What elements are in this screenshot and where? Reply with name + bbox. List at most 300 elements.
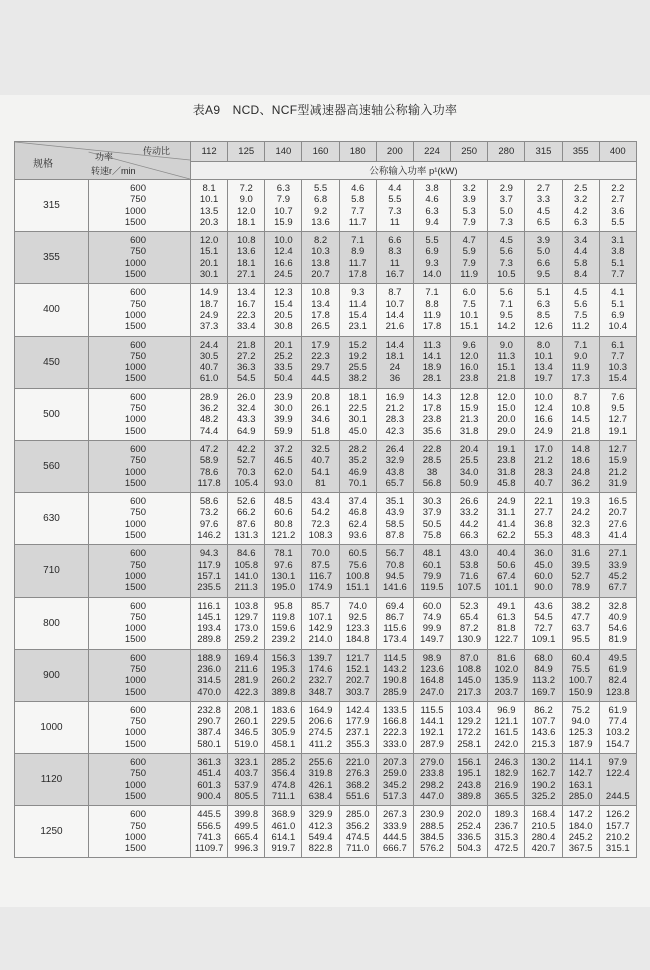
power-value: 3.2 xyxy=(574,194,588,206)
power-value: 26.4 xyxy=(385,443,405,455)
power-value: 230.9 xyxy=(420,809,444,821)
value-cell xyxy=(599,232,636,284)
value-cell xyxy=(525,649,562,701)
power-value: 20.1 xyxy=(199,257,219,269)
power-value: 47.2 xyxy=(199,443,219,455)
power-value: 33.9 xyxy=(608,559,628,571)
power-value: 5.8 xyxy=(351,194,365,206)
power-value: 210.5 xyxy=(531,820,556,832)
power-value: 16.5 xyxy=(608,496,628,508)
power-value: 298.2 xyxy=(420,779,444,791)
power-value: 21.2 xyxy=(608,466,628,478)
power-value: 190.2 xyxy=(531,779,556,791)
ratio-400: 400 xyxy=(599,142,636,162)
power-value: 62.0 xyxy=(274,466,293,478)
power-value: 61.3 xyxy=(497,611,516,623)
value-cell xyxy=(265,806,302,858)
power-value: 7.7 xyxy=(351,205,365,217)
value-cell xyxy=(302,649,339,701)
power-value: 7.5 xyxy=(462,298,476,310)
power-value: 79.9 xyxy=(422,570,442,582)
power-value: 27.1 xyxy=(236,269,256,281)
value-cell xyxy=(413,545,450,597)
power-value: 54.5 xyxy=(236,373,256,385)
power-value: 133.5 xyxy=(382,704,407,716)
power-value: 161.5 xyxy=(494,727,519,739)
power-value: 115.6 xyxy=(383,623,407,635)
power-value: 3.4 xyxy=(574,235,588,247)
power-value: 4.4 xyxy=(574,246,588,258)
power-value: 43.6 xyxy=(534,600,553,612)
power-value: 20.1 xyxy=(274,339,293,351)
value-cell xyxy=(413,754,450,806)
value-cell xyxy=(562,545,599,597)
power-value: 189.3 xyxy=(494,809,519,821)
power-value: 17.9 xyxy=(311,339,330,351)
power-value: 48.1 xyxy=(422,548,442,560)
power-value: 90.0 xyxy=(534,582,553,594)
power-value: 149.7 xyxy=(420,634,444,646)
value-cell xyxy=(302,388,339,440)
value-cell xyxy=(525,180,562,232)
power-value: 183.6 xyxy=(271,704,296,716)
power-value: 24.5 xyxy=(274,269,293,281)
value-cell xyxy=(376,597,413,649)
power-value: 97.9 xyxy=(608,757,628,769)
power-value: 141.0 xyxy=(234,570,259,582)
value-cell xyxy=(488,806,525,858)
speed-value: 750 xyxy=(130,663,146,675)
value-cell xyxy=(228,284,265,336)
power-value: 4.5 xyxy=(499,235,513,247)
power-value: 236.0 xyxy=(197,663,221,675)
power-value: 412.3 xyxy=(308,820,333,832)
power-value: 32.5 xyxy=(311,443,330,455)
power-value: 30.1 xyxy=(348,414,367,426)
power-value: 368.9 xyxy=(271,809,296,821)
value-cell xyxy=(339,545,376,597)
power-value: 142.9 xyxy=(308,623,333,635)
spec-cell: 1120 xyxy=(15,754,89,806)
value-cell xyxy=(228,806,265,858)
power-value: 10.4 xyxy=(608,321,628,333)
value-cell xyxy=(599,388,636,440)
speed-value: 1000 xyxy=(124,309,146,321)
power-value: 54.1 xyxy=(311,466,330,478)
speed-value: 1000 xyxy=(124,518,146,530)
power-value: 123.8 xyxy=(605,686,630,698)
power-value: 49.1 xyxy=(497,600,516,612)
speed-value: 600 xyxy=(130,496,146,508)
power-value: 12.7 xyxy=(608,414,628,426)
power-value: 8.5 xyxy=(536,309,551,321)
value-cell xyxy=(376,284,413,336)
value-cell xyxy=(413,284,450,336)
power-value: 33.4 xyxy=(236,321,256,333)
value-cell xyxy=(451,493,488,545)
speed-value: 1000 xyxy=(124,414,146,426)
power-value: 46.5 xyxy=(274,455,293,467)
power-value: 211.3 xyxy=(234,582,258,594)
spec-cell: 400 xyxy=(15,284,89,336)
power-value: 97.6 xyxy=(199,518,219,530)
table-title: 表A9 NCD、NCF型减速器高速轴公称输入功率 xyxy=(192,103,458,117)
power-value: 77.4 xyxy=(608,716,628,728)
value-cell xyxy=(413,493,450,545)
power-value: 28.3 xyxy=(534,466,553,478)
value-cell xyxy=(413,806,450,858)
power-value: 61.0 xyxy=(199,373,219,385)
power-value: 18.1 xyxy=(236,257,256,269)
power-value: 96.9 xyxy=(497,704,516,716)
speed-cell xyxy=(89,597,191,649)
speed-value: 750 xyxy=(130,246,146,258)
ratio-224: 224 xyxy=(413,142,450,162)
power-value: 50.6 xyxy=(497,559,516,571)
power-value: 48.5 xyxy=(274,496,293,508)
power-value: 135.9 xyxy=(494,675,519,687)
power-value: 163.1 xyxy=(568,779,593,791)
power-value: 822.8 xyxy=(308,843,333,855)
power-value: 233.8 xyxy=(420,768,444,780)
power-value: 211.6 xyxy=(234,663,258,675)
table-row xyxy=(15,180,637,232)
value-cell xyxy=(228,232,265,284)
power-value: 46.9 xyxy=(348,466,367,478)
power-value: 69.4 xyxy=(385,600,405,612)
power-value: 315.1 xyxy=(605,843,630,855)
speed-cell xyxy=(89,284,191,336)
value-cell xyxy=(451,806,488,858)
power-value: 601.3 xyxy=(197,779,221,791)
value-cell xyxy=(265,545,302,597)
power-value: 143.2 xyxy=(382,663,407,675)
value-cell xyxy=(451,388,488,440)
table-row xyxy=(15,388,637,440)
power-value: 16.6 xyxy=(274,257,293,269)
power-value: 10.3 xyxy=(311,246,330,258)
power-value: 11 xyxy=(389,257,400,269)
power-value: 72.3 xyxy=(311,518,330,530)
power-value: 131.3 xyxy=(234,530,259,542)
power-value: 16.6 xyxy=(534,414,553,426)
speed-value: 1000 xyxy=(124,779,146,791)
value-cell xyxy=(488,284,525,336)
power-value: 6.3 xyxy=(425,205,439,217)
power-value: 20.0 xyxy=(497,414,516,426)
power-value: 46.8 xyxy=(348,507,367,519)
power-value: 93.6 xyxy=(348,530,367,542)
value-cell xyxy=(376,701,413,753)
value-cell xyxy=(191,597,228,649)
power-value: 6.9 xyxy=(425,246,439,258)
power-value: 71.6 xyxy=(459,570,479,582)
power-value: 87.6 xyxy=(236,518,256,530)
power-value: 9.3 xyxy=(351,287,365,299)
power-value: 21.8 xyxy=(236,339,256,351)
power-value: 22.3 xyxy=(311,350,330,362)
power-value: 23.8 xyxy=(497,455,516,467)
value-cell xyxy=(191,336,228,388)
power-value: 4.7 xyxy=(462,235,476,247)
power-value: 52.6 xyxy=(236,496,256,508)
power-value: 41.4 xyxy=(608,530,628,542)
power-value: 8.7 xyxy=(574,391,588,403)
power-value: 389.8 xyxy=(457,790,482,802)
power-value: 10.3 xyxy=(608,362,628,374)
speed-value: 600 xyxy=(130,183,146,194)
value-cell xyxy=(265,597,302,649)
value-cell xyxy=(376,649,413,701)
power-value: 20.5 xyxy=(274,309,293,321)
power-value: 551.6 xyxy=(345,790,370,802)
power-value: 387.4 xyxy=(197,727,221,739)
table-row xyxy=(15,754,637,806)
value-cell xyxy=(302,180,339,232)
speed-cell xyxy=(89,701,191,753)
power-value: 6.1 xyxy=(611,339,625,351)
power-value: 107.1 xyxy=(308,611,333,623)
power-value: 66.3 xyxy=(459,530,479,542)
power-value: 28.2 xyxy=(348,443,367,455)
power-value: 274.5 xyxy=(308,727,333,739)
power-value: 2.5 xyxy=(574,183,588,194)
power-value: 94.5 xyxy=(385,570,405,582)
power-value: 38 xyxy=(426,466,438,478)
speed-value: 1000 xyxy=(124,727,146,739)
value-cell xyxy=(525,701,562,753)
power-value: 18.1 xyxy=(236,216,256,228)
power-value: 109.1 xyxy=(531,634,556,646)
ratio-200: 200 xyxy=(376,142,413,162)
power-value: 202.7 xyxy=(345,675,370,687)
power-value: 11.7 xyxy=(348,216,367,228)
power-value: 73.2 xyxy=(199,507,219,519)
value-cell xyxy=(525,754,562,806)
power-value: 65.7 xyxy=(385,477,405,489)
power-value: 403.7 xyxy=(234,768,259,780)
power-value: 15.9 xyxy=(274,216,293,228)
power-value: 122.4 xyxy=(605,768,630,780)
power-value: 87.5 xyxy=(311,559,330,571)
value-cell xyxy=(376,493,413,545)
power-value: 3.8 xyxy=(611,246,625,258)
value-cell xyxy=(302,336,339,388)
value-cell xyxy=(599,180,636,232)
value-cell xyxy=(339,754,376,806)
value-cell xyxy=(339,649,376,701)
power-value: 12.6 xyxy=(534,321,553,333)
value-cell xyxy=(525,806,562,858)
power-value: 168.4 xyxy=(531,809,556,821)
speed-value: 600 xyxy=(130,339,146,351)
power-value: 20.8 xyxy=(311,391,330,403)
power-value: 14.1 xyxy=(422,350,442,362)
ratio-355: 355 xyxy=(562,142,599,162)
power-value: 314.5 xyxy=(197,675,221,687)
value-cell xyxy=(488,493,525,545)
power-value: 53.8 xyxy=(459,559,479,571)
power-value: 39.9 xyxy=(274,414,293,426)
power-value: 60.4 xyxy=(571,652,590,664)
power-value: 10.8 xyxy=(236,235,256,247)
value-cell xyxy=(302,597,339,649)
document-page xyxy=(0,95,650,907)
power-value: 87.0 xyxy=(459,652,479,664)
value-cell xyxy=(228,545,265,597)
power-value: 26.0 xyxy=(236,391,256,403)
power-value: 68.0 xyxy=(534,652,553,664)
power-value: 21.8 xyxy=(497,373,516,385)
power-value: 665.4 xyxy=(234,831,259,843)
power-value: 35.6 xyxy=(422,425,442,437)
spec-cell: 630 xyxy=(15,493,89,545)
power-value: 174.9 xyxy=(308,582,333,594)
power-value: 8.1 xyxy=(202,183,216,194)
power-value: 8.4 xyxy=(574,269,588,281)
power-value: 70.1 xyxy=(348,477,367,489)
power-value: 519.0 xyxy=(234,738,259,750)
power-value: 50.4 xyxy=(274,373,293,385)
power-value: 576.2 xyxy=(420,843,444,855)
power-value: 40.4 xyxy=(497,548,516,560)
value-cell xyxy=(599,440,636,492)
power-value: 105.8 xyxy=(234,559,259,571)
power-value: 15.1 xyxy=(497,362,516,374)
power-value: 117.9 xyxy=(197,559,221,571)
value-cell xyxy=(413,440,450,492)
power-value: 14.8 xyxy=(571,443,590,455)
power-value: 17.8 xyxy=(311,309,330,321)
power-value: 172.2 xyxy=(457,727,482,739)
power-value: 19.1 xyxy=(608,425,628,437)
power-value: 31.1 xyxy=(497,507,516,519)
power-value: 32.4 xyxy=(236,403,256,415)
power-value: 19.1 xyxy=(497,443,516,455)
power-value: 389.8 xyxy=(271,686,296,698)
power-value: 103.4 xyxy=(457,704,482,716)
value-cell xyxy=(525,440,562,492)
power-value: 81.9 xyxy=(608,634,628,646)
power-value: 17.8 xyxy=(422,403,442,415)
power-value: 222.3 xyxy=(382,727,407,739)
power-value: 4.5 xyxy=(574,287,588,299)
power-value: 145.0 xyxy=(457,675,482,687)
value-cell xyxy=(376,336,413,388)
power-value: 2.7 xyxy=(611,194,625,206)
power-value: 900.4 xyxy=(197,790,221,802)
speed-value: 1000 xyxy=(124,466,146,478)
power-value: 445.5 xyxy=(197,809,221,821)
power-value: 27.6 xyxy=(608,518,628,530)
power-value: 3.1 xyxy=(611,235,625,247)
power-value: 281.9 xyxy=(234,675,259,687)
power-value: 4.6 xyxy=(351,183,365,194)
value-cell xyxy=(451,597,488,649)
power-value: 12.3 xyxy=(274,287,293,299)
power-value: 29.7 xyxy=(311,362,330,374)
spec-cell: 1250 xyxy=(15,806,89,858)
speed-value: 600 xyxy=(130,757,146,769)
value-cell xyxy=(265,701,302,753)
power-value: 65.4 xyxy=(459,611,479,623)
value-cell xyxy=(302,545,339,597)
power-value: 113.2 xyxy=(531,675,556,687)
value-cell xyxy=(191,701,228,753)
value-cell xyxy=(599,336,636,388)
power-value: 9.2 xyxy=(313,205,328,217)
value-cell xyxy=(599,284,636,336)
power-value: 70.0 xyxy=(311,548,330,560)
value-cell xyxy=(265,754,302,806)
power-value: 447.0 xyxy=(420,790,444,802)
power-value: 8.3 xyxy=(388,246,402,258)
power-value: 232.7 xyxy=(308,675,333,687)
power-value: 11.9 xyxy=(423,309,441,321)
power-value: 21.2 xyxy=(385,403,405,415)
power-value: 12.8 xyxy=(459,391,479,403)
power-value: 208.1 xyxy=(234,704,259,716)
power-value: 87.8 xyxy=(385,530,405,542)
power-value: 30.5 xyxy=(199,350,219,362)
power-value: 638.4 xyxy=(308,790,333,802)
power-value: 36.0 xyxy=(534,548,553,560)
power-value: 11.7 xyxy=(348,257,367,269)
power-value: 499.5 xyxy=(234,820,259,832)
power-value: 5.1 xyxy=(611,257,625,269)
power-value: 40.7 xyxy=(311,455,330,467)
power-value: 221.0 xyxy=(345,757,370,769)
power-value: 29.0 xyxy=(497,425,516,437)
power-value: 367.5 xyxy=(568,843,593,855)
power-value: 60.1 xyxy=(422,559,442,571)
power-value: 14.0 xyxy=(422,269,442,281)
value-cell xyxy=(302,284,339,336)
power-value: 21.6 xyxy=(385,321,405,333)
power-value: 30.1 xyxy=(199,269,219,281)
value-cell xyxy=(191,545,228,597)
power-value: 10.1 xyxy=(199,194,219,206)
power-value: 174.6 xyxy=(308,663,333,675)
power-value: 50.9 xyxy=(459,477,479,489)
power-value: 107.5 xyxy=(457,582,482,594)
power-value: 18.6 xyxy=(571,455,590,467)
table-row xyxy=(15,701,637,753)
speed-cell xyxy=(89,649,191,701)
power-value: 10.0 xyxy=(274,235,293,247)
value-cell xyxy=(599,649,636,701)
power-value: 236.7 xyxy=(494,820,519,832)
power-value: 12.0 xyxy=(497,391,516,403)
power-value: 5.1 xyxy=(536,287,551,299)
value-cell xyxy=(376,388,413,440)
power-value: 103.8 xyxy=(234,600,259,612)
power-value: 30.0 xyxy=(274,403,293,415)
value-cell xyxy=(302,806,339,858)
value-cell xyxy=(562,388,599,440)
power-value: 470.0 xyxy=(197,686,221,698)
power-value: 12.0 xyxy=(459,350,479,362)
power-value: 2.7 xyxy=(536,183,551,194)
value-cell xyxy=(525,545,562,597)
power-value: 333.9 xyxy=(382,820,407,832)
power-value: 164.8 xyxy=(420,675,444,687)
ratio-160: 160 xyxy=(302,142,339,162)
power-value: 102.0 xyxy=(494,663,519,675)
power-value: 24.9 xyxy=(497,496,516,508)
value-cell xyxy=(488,649,525,701)
power-value: 23.1 xyxy=(348,321,367,333)
